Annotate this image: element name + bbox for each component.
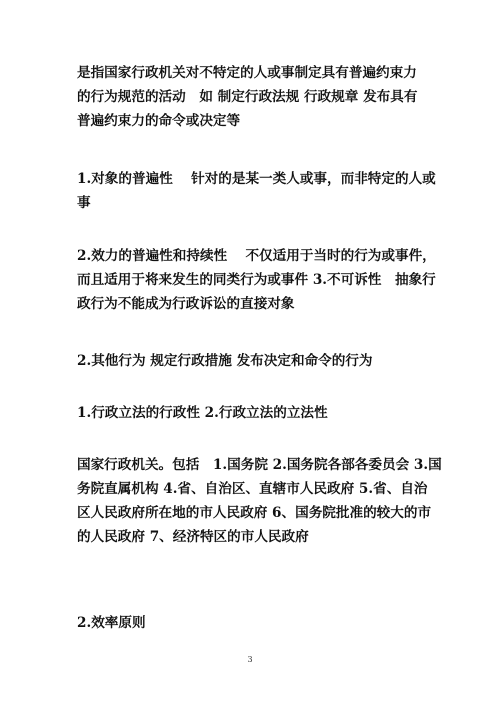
text-line: 2.效率原则 — [77, 615, 146, 631]
paragraph-abstract-administrative-act-definition — [77, 61, 427, 133]
text-line: 1.对象的普遍性 针对的是某一类人或事，而非特定的人或 — [77, 171, 436, 187]
paragraph-state-administrative-organs — [77, 453, 442, 549]
text-line: 2.效力的普遍性和持续性 不仅适用于当时的行为或事件， — [77, 248, 436, 264]
text-line: 是指国家行政机关对不特定的人或事制定具有普遍约束力 — [77, 65, 417, 81]
text-line: 政行为不能成为行政诉讼的直接对象 — [77, 296, 295, 312]
text-line: 2.其他行为 规定行政措施 发布决定和命令的行为 — [77, 353, 373, 369]
paragraph-efficiency-principle — [77, 611, 427, 635]
text-line: 区人民政府所在地的市人民政府 6、国务院批准的较大的市 — [77, 505, 432, 521]
paragraph-administrative-legislation-nature — [77, 401, 427, 425]
text-line: 而且适用于将来发生的同类行为或事件 3.不可诉性 抽象行 — [77, 272, 436, 288]
text-line: 务院直属机构 4.省、自治区、直辖市人民政府 5.省、自治 — [77, 481, 428, 497]
paragraph-universality-of-effect — [77, 244, 436, 316]
text-line: 的人民政府 7、经济特区的市人民政府 — [77, 529, 309, 545]
page-number: 3 — [247, 655, 253, 664]
text-line: 的行为规范的活动 如 制定行政法规 行政规章 发布具有 — [77, 89, 418, 105]
text-line: 1.行政立法的行政性 2.行政立法的立法性 — [77, 405, 328, 421]
paragraph-other-acts — [77, 349, 427, 373]
paragraph-universality-of-object — [77, 167, 436, 215]
text-line: 事 — [77, 195, 91, 211]
text-line: 国家行政机关。包括 1.国务院 2.国务院各部各委员会 3.国 — [77, 457, 442, 473]
text-line: 普遍约束力的命令或决定等 — [77, 113, 241, 129]
